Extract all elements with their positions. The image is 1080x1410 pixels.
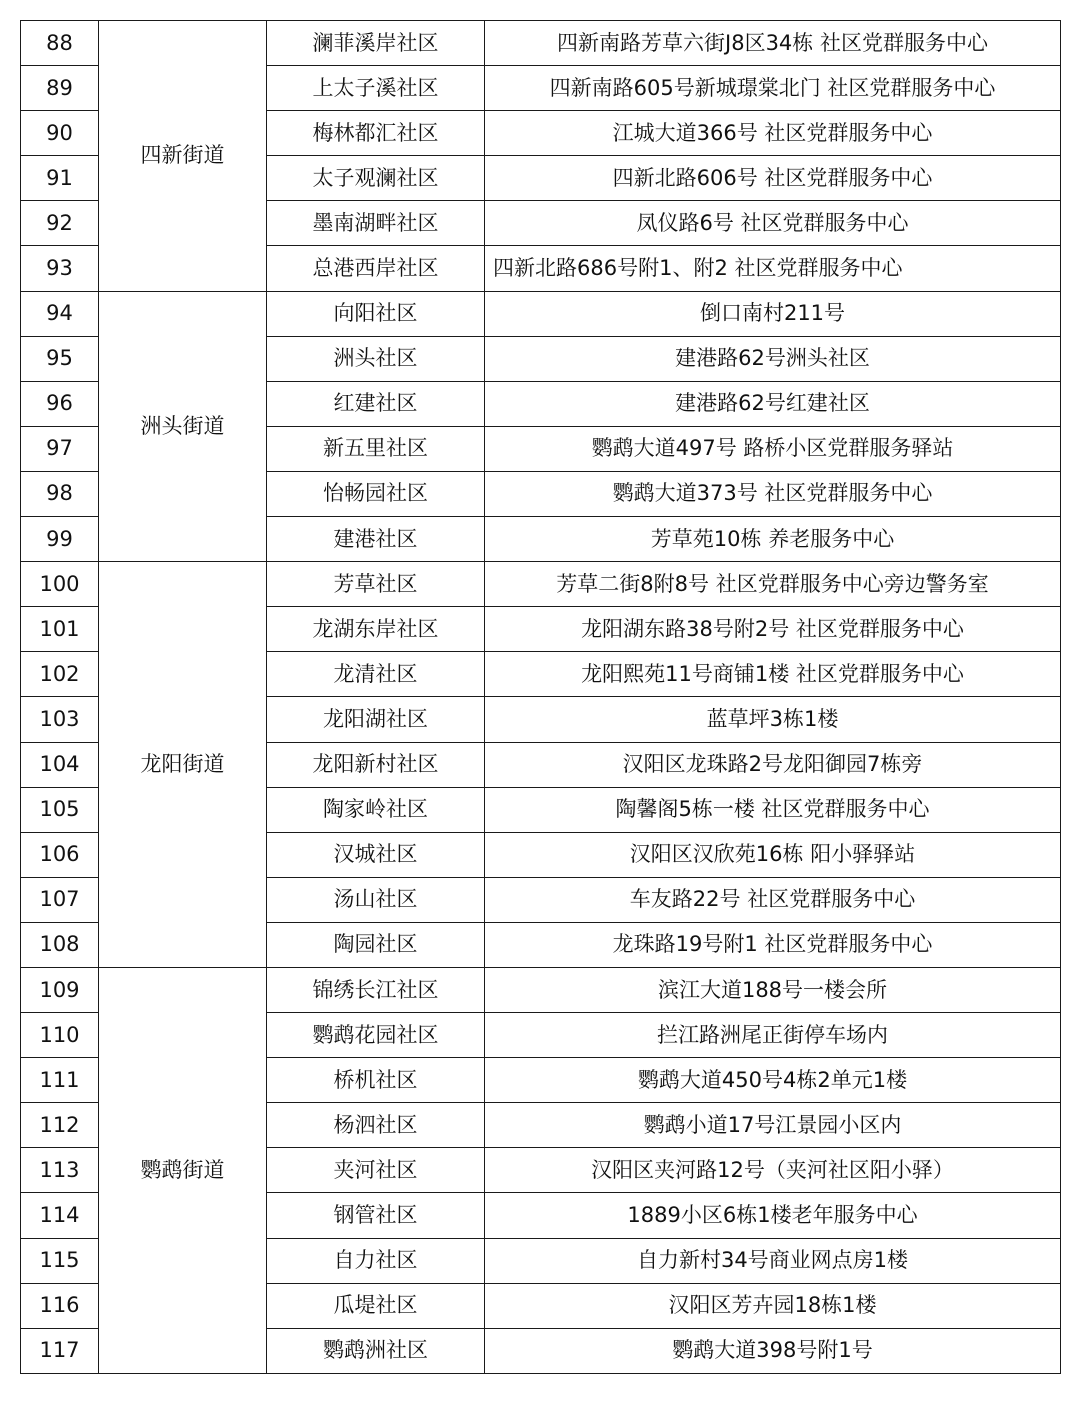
row-number-cell: 109	[21, 967, 99, 1012]
row-number-cell: 94	[21, 291, 99, 336]
row-number-cell: 110	[21, 1013, 99, 1058]
community-cell: 桥机社区	[267, 1058, 485, 1103]
community-cell: 向阳社区	[267, 291, 485, 336]
address-cell: 汉阳区夹河路12号（夹河社区阳小驿）	[485, 1148, 1061, 1193]
row-number-cell: 113	[21, 1148, 99, 1193]
address-cell: 龙珠路19号附1 社区党群服务中心	[485, 922, 1061, 967]
community-cell: 陶园社区	[267, 922, 485, 967]
row-number-cell: 98	[21, 471, 99, 516]
address-cell: 自力新村34号商业网点房1楼	[485, 1238, 1061, 1283]
address-cell: 汉阳区汉欣苑16栋 阳小驿驿站	[485, 832, 1061, 877]
row-number-cell: 104	[21, 742, 99, 787]
address-cell: 鹦鹉小道17号江景园小区内	[485, 1103, 1061, 1148]
row-number-cell: 106	[21, 832, 99, 877]
row-number-cell: 114	[21, 1193, 99, 1238]
row-number-cell: 101	[21, 607, 99, 652]
community-cell: 红建社区	[267, 381, 485, 426]
address-cell: 江城大道366号 社区党群服务中心	[485, 111, 1061, 156]
community-cell: 建港社区	[267, 517, 485, 562]
address-cell: 四新南路605号新城璟棠北门 社区党群服务中心	[485, 66, 1061, 111]
community-cell: 芳草社区	[267, 562, 485, 607]
community-address-table	[20, 20, 1061, 1374]
row-number-cell: 91	[21, 156, 99, 201]
community-cell: 总港西岸社区	[267, 246, 485, 291]
address-cell: 滨江大道188号一楼会所	[485, 967, 1061, 1012]
address-cell: 鹦鹉大道373号 社区党群服务中心	[485, 471, 1061, 516]
row-number-cell: 108	[21, 922, 99, 967]
street-cell: 四新街道	[99, 21, 267, 292]
row-number-cell: 92	[21, 201, 99, 246]
address-cell: 龙阳熙苑11号商铺1楼 社区党群服务中心	[485, 652, 1061, 697]
address-cell: 龙阳湖东路38号附2号 社区党群服务中心	[485, 607, 1061, 652]
community-cell: 杨泗社区	[267, 1103, 485, 1148]
address-cell: 建港路62号洲头社区	[485, 336, 1061, 381]
address-cell: 陶馨阁5栋一楼 社区党群服务中心	[485, 787, 1061, 832]
table-row	[21, 562, 1061, 607]
address-cell: 芳草苑10栋 养老服务中心	[485, 517, 1061, 562]
row-number-cell: 112	[21, 1103, 99, 1148]
community-cell: 自力社区	[267, 1238, 485, 1283]
community-cell: 龙清社区	[267, 652, 485, 697]
community-cell: 夹河社区	[267, 1148, 485, 1193]
community-cell: 怡畅园社区	[267, 471, 485, 516]
row-number-cell: 95	[21, 336, 99, 381]
row-number-cell: 103	[21, 697, 99, 742]
address-cell: 四新南路芳草六街J8区34栋 社区党群服务中心	[485, 21, 1061, 66]
community-cell: 鹦鹉花园社区	[267, 1013, 485, 1058]
row-number-cell: 93	[21, 246, 99, 291]
row-number-cell: 88	[21, 21, 99, 66]
community-cell: 新五里社区	[267, 426, 485, 471]
street-cell: 龙阳街道	[99, 562, 267, 968]
table-row	[21, 21, 1061, 66]
address-cell: 鹦鹉大道398号附1号	[485, 1328, 1061, 1373]
street-cell: 洲头街道	[99, 291, 267, 562]
community-cell: 汤山社区	[267, 877, 485, 922]
community-cell: 澜菲溪岸社区	[267, 21, 485, 66]
table-row	[21, 291, 1061, 336]
community-cell: 瓜堤社区	[267, 1283, 485, 1328]
community-cell: 上太子溪社区	[267, 66, 485, 111]
table-row	[21, 967, 1061, 1012]
address-cell: 鹦鹉大道450号4栋2单元1楼	[485, 1058, 1061, 1103]
address-cell: 鹦鹉大道497号 路桥小区党群服务驿站	[485, 426, 1061, 471]
community-cell: 洲头社区	[267, 336, 485, 381]
community-cell: 龙湖东岸社区	[267, 607, 485, 652]
address-cell: 蓝草坪3栋1楼	[485, 697, 1061, 742]
community-cell: 龙阳新村社区	[267, 742, 485, 787]
row-number-cell: 89	[21, 66, 99, 111]
row-number-cell: 102	[21, 652, 99, 697]
address-cell: 倒口南村211号	[485, 291, 1061, 336]
row-number-cell: 116	[21, 1283, 99, 1328]
address-cell: 1889小区6栋1楼老年服务中心	[485, 1193, 1061, 1238]
row-number-cell: 107	[21, 877, 99, 922]
address-cell: 芳草二街8附8号 社区党群服务中心旁边警务室	[485, 562, 1061, 607]
row-number-cell: 105	[21, 787, 99, 832]
community-cell: 钢管社区	[267, 1193, 485, 1238]
community-cell: 太子观澜社区	[267, 156, 485, 201]
community-cell: 陶家岭社区	[267, 787, 485, 832]
community-cell: 墨南湖畔社区	[267, 201, 485, 246]
community-cell: 鹦鹉洲社区	[267, 1328, 485, 1373]
address-cell: 拦江路洲尾正街停车场内	[485, 1013, 1061, 1058]
address-cell: 凤仪路6号 社区党群服务中心	[485, 201, 1061, 246]
community-cell: 锦绣长江社区	[267, 967, 485, 1012]
address-cell: 四新北路606号 社区党群服务中心	[485, 156, 1061, 201]
street-cell: 鹦鹉街道	[99, 967, 267, 1373]
address-cell: 建港路62号红建社区	[485, 381, 1061, 426]
row-number-cell: 111	[21, 1058, 99, 1103]
row-number-cell: 99	[21, 517, 99, 562]
address-cell: 汉阳区龙珠路2号龙阳御园7栋旁	[485, 742, 1061, 787]
row-number-cell: 117	[21, 1328, 99, 1373]
row-number-cell: 96	[21, 381, 99, 426]
row-number-cell: 115	[21, 1238, 99, 1283]
address-cell: 四新北路686号附1、附2 社区党群服务中心	[485, 246, 1061, 291]
community-cell: 汉城社区	[267, 832, 485, 877]
row-number-cell: 100	[21, 562, 99, 607]
row-number-cell: 90	[21, 111, 99, 156]
table-body	[21, 21, 1061, 1374]
community-cell: 梅林都汇社区	[267, 111, 485, 156]
community-cell: 龙阳湖社区	[267, 697, 485, 742]
row-number-cell: 97	[21, 426, 99, 471]
address-cell: 车友路22号 社区党群服务中心	[485, 877, 1061, 922]
address-cell: 汉阳区芳卉园18栋1楼	[485, 1283, 1061, 1328]
